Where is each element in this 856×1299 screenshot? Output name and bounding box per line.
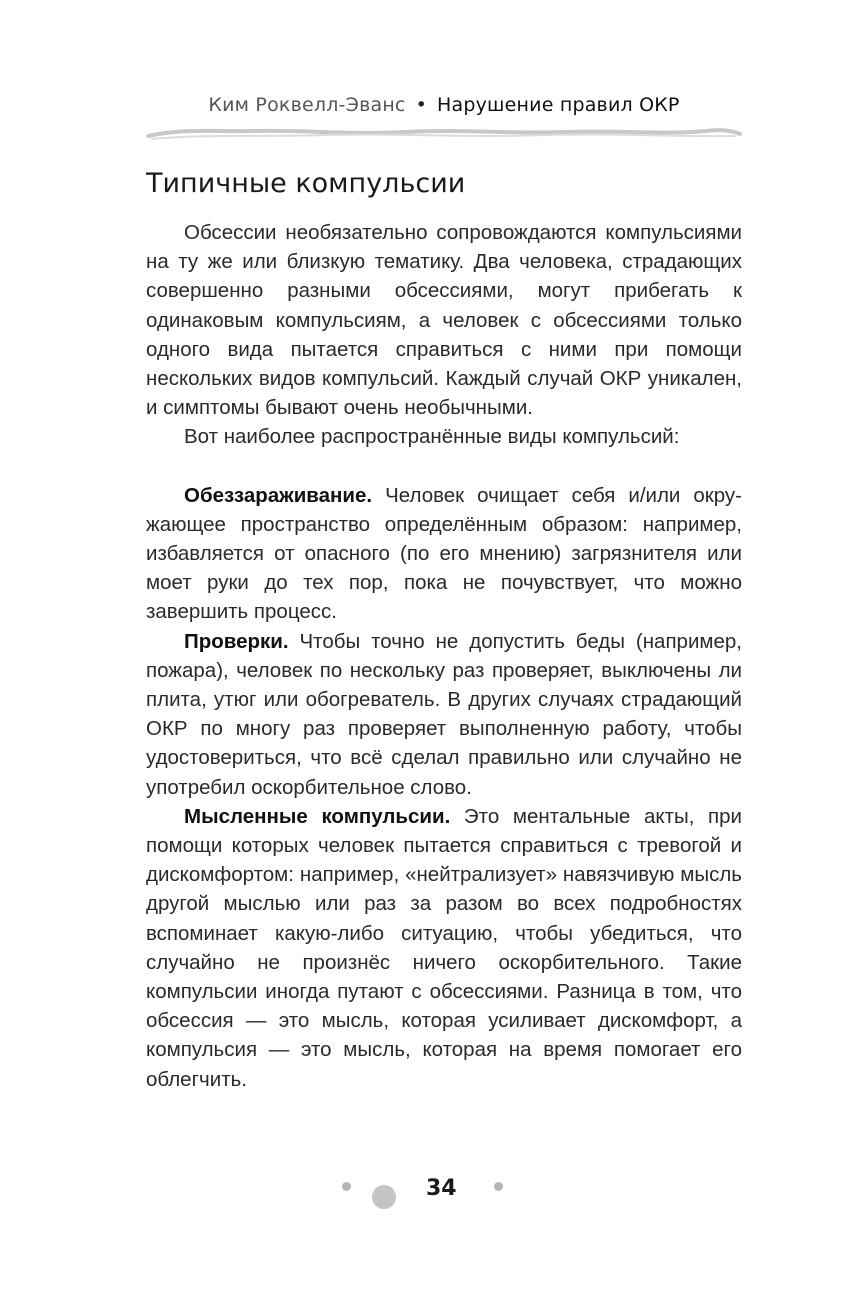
text-decontamination: Человек очищает себя и/или окружающее пространство определённым образом: например, избавляется от опасного (по его мнению) загрязнителя или моет руки до тех пор, пока не почувствует, что можно завершить процесс. bbox=[146, 483, 742, 624]
body-text bbox=[146, 218, 742, 1094]
running-head-author: Ким Роквелл-Эванс bbox=[208, 94, 406, 116]
text-checking: Чтобы точно не допустить беды (например, пожара), человек по нескольку раз проверяет, выключены ли плита, утюг или обогреватель. В других случаях страдающий ОКР по многу раз проверяет выполненную работу, чтобы удостовериться, что всё сделал правильно или случайно не употребил оскорбительное слово. bbox=[146, 629, 742, 799]
text-mental-compulsions: Это ментальные акты, при помощи которых человек пытается справиться с тревогой и дискомфортом: например, «нейтрализует» навязчивую мысль другой мыслью или раз за разом во всех подробностях вспоминает какую-либо ситуацию, чтобы убедиться, что случайно не произнёс ничего оскорбительного. Такие компульсии иногда путают с обсессиями. Разница в том, что обсессия — это мысль, которая усиливает дискомфорт, а компульсия — это мысль, которая на время помогает его облегчить. bbox=[146, 804, 742, 1091]
page-footer bbox=[330, 1174, 530, 1214]
running-head-separator: • bbox=[415, 94, 428, 116]
term-checking: Проверки. bbox=[184, 629, 289, 653]
paragraph-list-intro: Вот наиболее распространённые виды компульсий: bbox=[184, 425, 680, 449]
paragraph-intro: Обсессии необязательно сопровождаются компульсиями на ту же или близкую тематику. Два человека, страдающих совершенно разными обсессиями, могут прибегать к одинаковым компульсиям, а человек с обсессиями только одного вида пытается справиться с ними при помощи нескольких видов компульсий. Каждый случай ОКР уникален, и симптомы бывают очень необычными. bbox=[146, 221, 742, 420]
paragraph-checking bbox=[146, 627, 742, 802]
running-head-book-title: Нарушение правил ОКР bbox=[437, 94, 680, 116]
section-title: Типичные компульсии bbox=[146, 168, 466, 199]
page-number: 34 bbox=[426, 1176, 457, 1201]
term-decontamination: Обеззараживание. bbox=[184, 483, 373, 507]
footer-dot-left bbox=[342, 1182, 351, 1191]
paragraph-decontamination bbox=[146, 481, 742, 627]
running-head bbox=[146, 94, 742, 116]
paragraph-mental-compulsions bbox=[146, 802, 742, 1094]
footer-dot-right bbox=[494, 1182, 503, 1191]
term-mental-compulsions: Мысленные компульсии. bbox=[184, 804, 451, 828]
wavy-divider bbox=[146, 122, 742, 144]
footer-dot-big bbox=[372, 1185, 396, 1209]
